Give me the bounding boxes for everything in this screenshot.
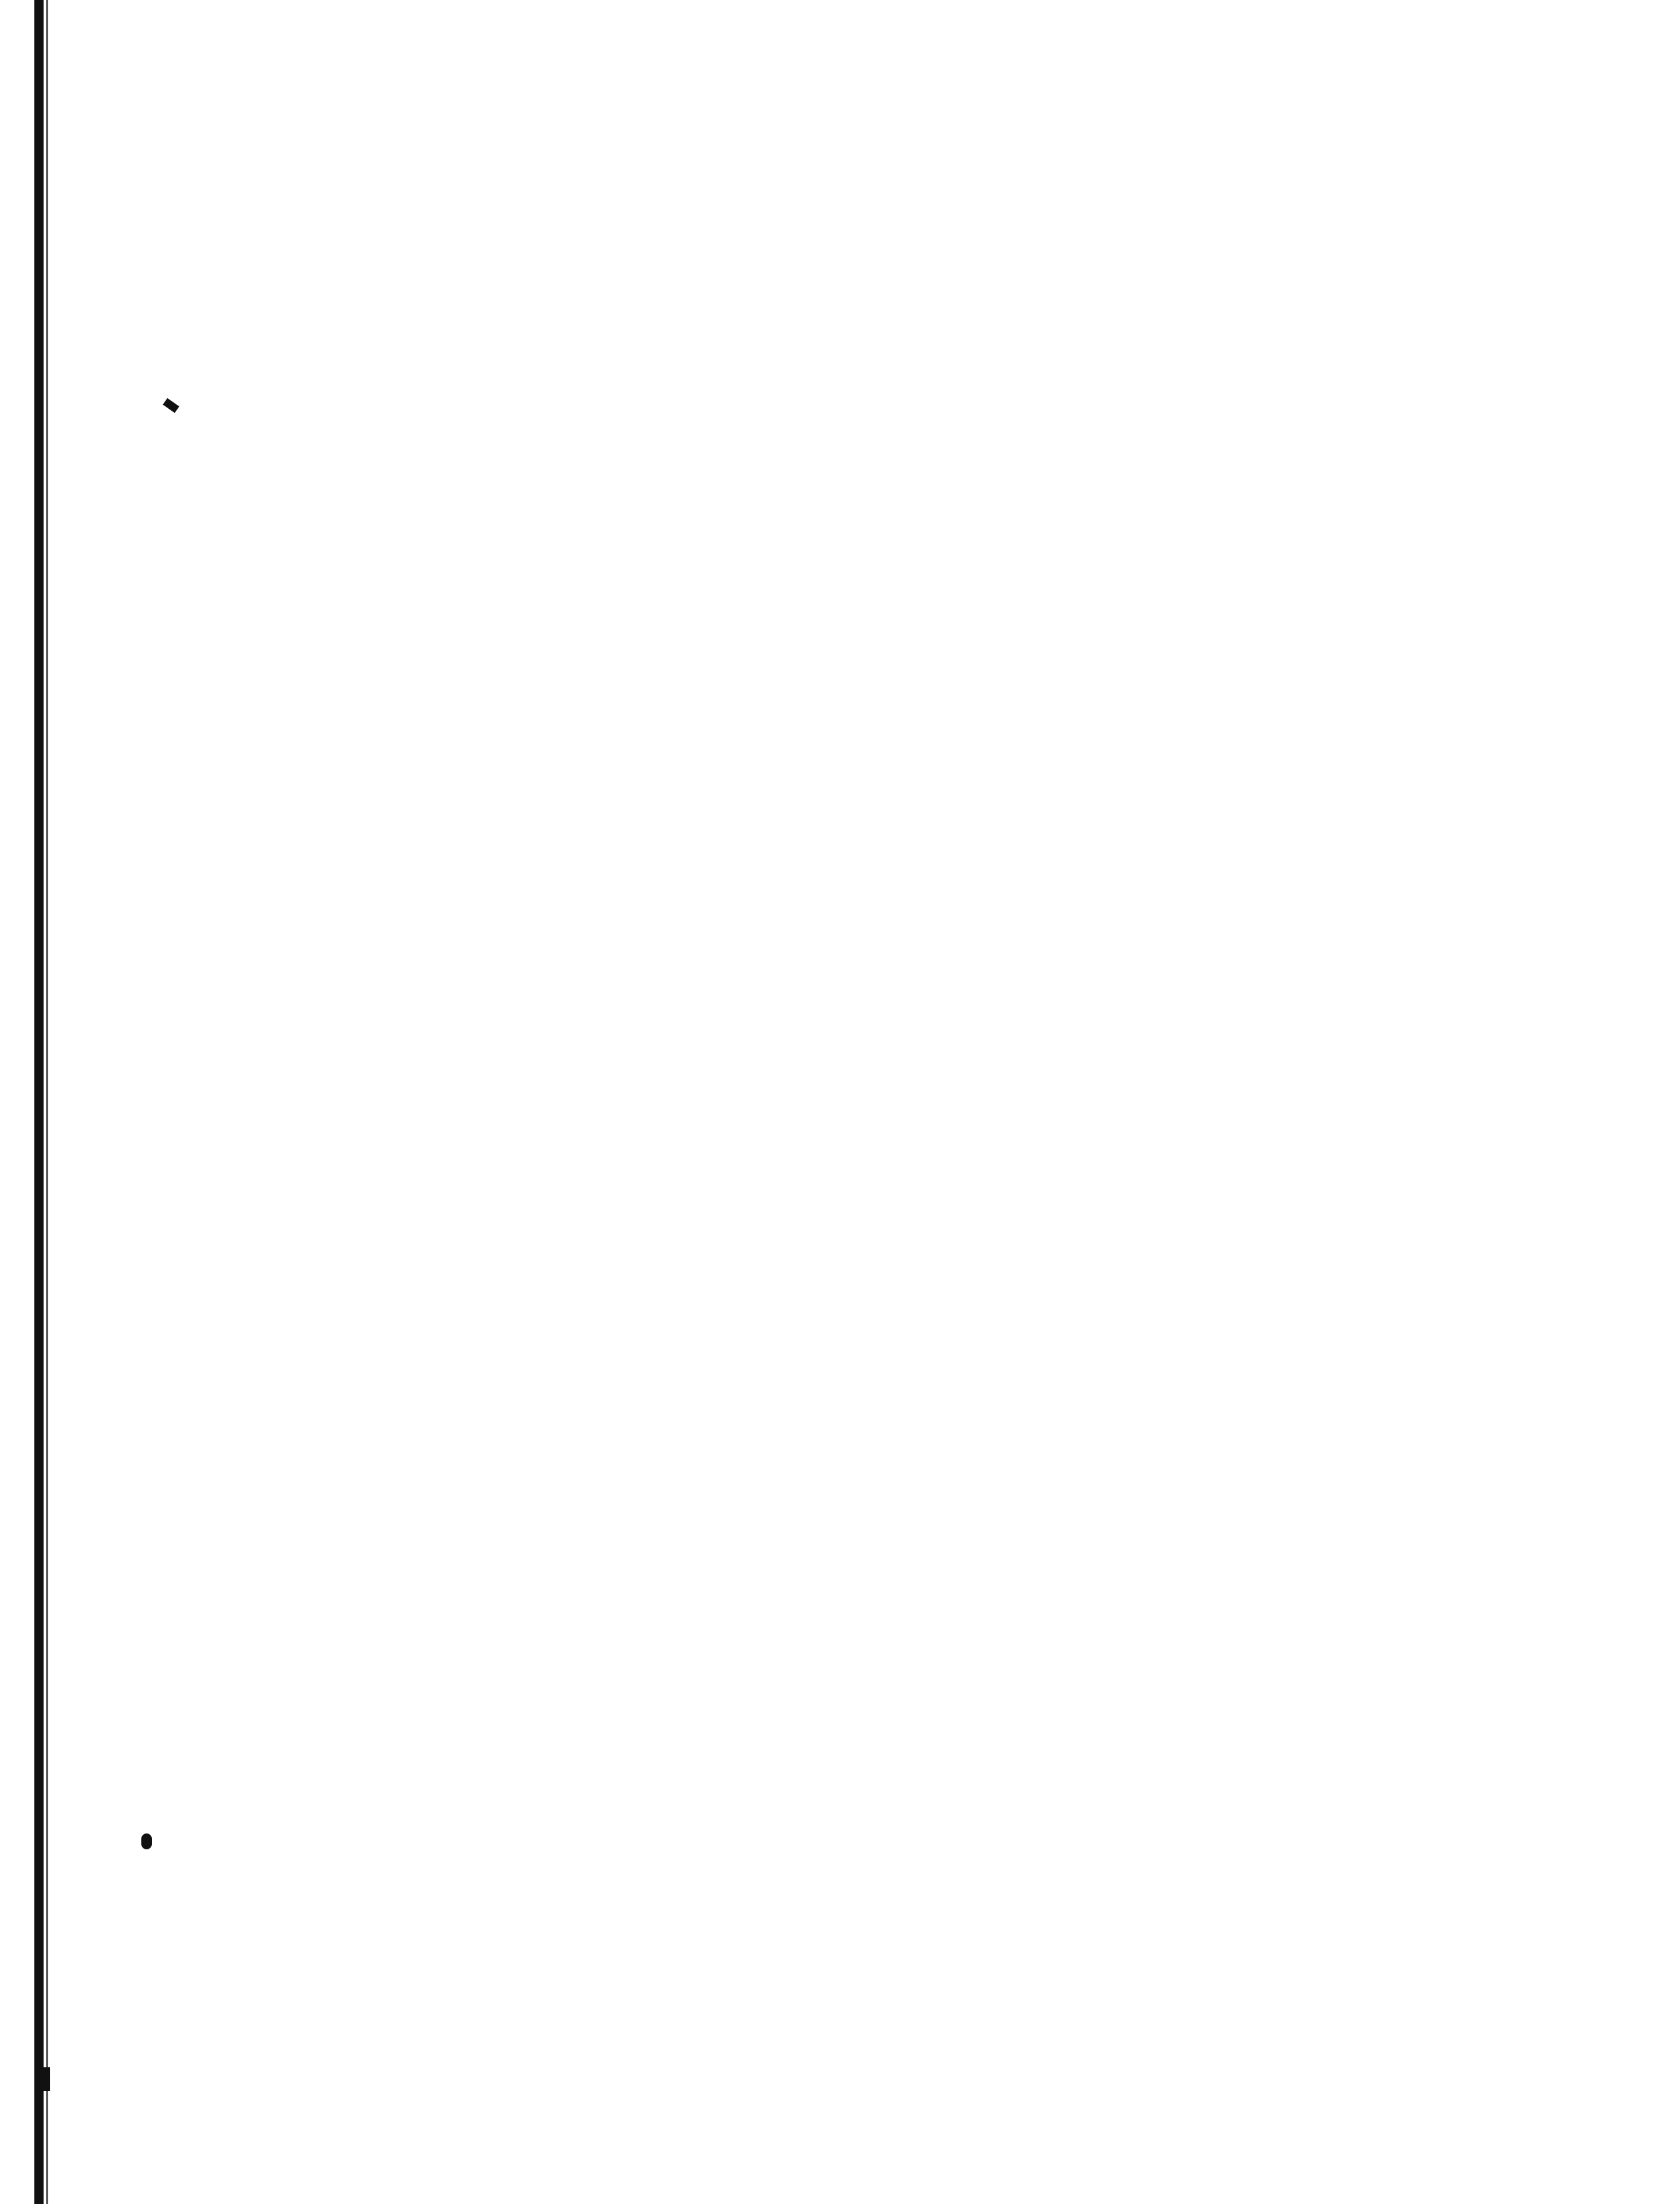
scan-speck — [42, 2067, 50, 2091]
scan-speck — [163, 398, 180, 413]
binding-edge — [34, 0, 44, 2204]
left-column — [235, 264, 882, 283]
binding-edge-shadow — [46, 0, 48, 2204]
right-column — [938, 264, 1588, 283]
scan-speck — [141, 1833, 152, 1849]
